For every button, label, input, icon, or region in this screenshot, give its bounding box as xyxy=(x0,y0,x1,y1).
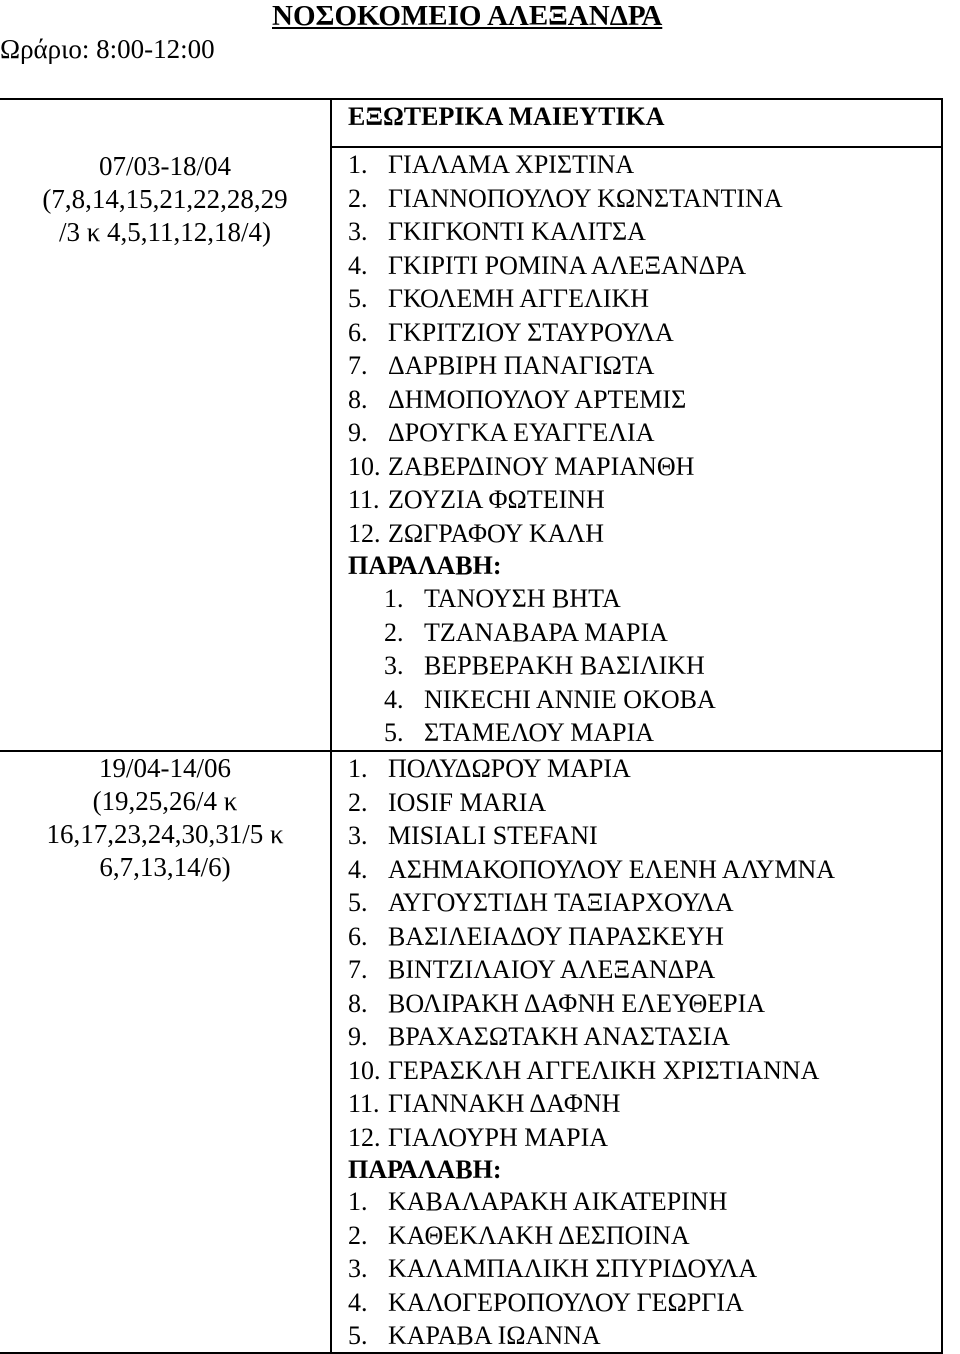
student-name: ΚΑΒΑΛΑΡΑΚΗ ΑΙΚΑΤΕΡΙΝΗ xyxy=(388,1187,728,1216)
student-name: ΔΡΟΥΓΚΑ ΕΥΑΓΓΕΛΙΑ xyxy=(388,418,655,447)
list-number: 4. xyxy=(384,684,404,714)
student-name: ΒΟΛΙΡΑΚΗ ΔΑΦΝΗ ΕΛΕΥΘΕΡΙΑ xyxy=(388,988,765,1018)
list-number: 12. xyxy=(348,518,381,548)
list-number: 8. xyxy=(348,384,368,414)
student-name: ΚΑΛΟΓΕΡΟΠΟΥΛΟΥ ΓΕΩΡΓΙΑ xyxy=(388,1287,744,1317)
list-item xyxy=(348,517,783,551)
list-item xyxy=(348,1020,835,1054)
list-item xyxy=(348,987,835,1021)
list-item xyxy=(348,1054,835,1088)
period1-days-line1: (7,8,14,15,21,22,28,29 xyxy=(42,184,288,214)
list-number: 8. xyxy=(348,988,368,1018)
list-item xyxy=(348,282,783,316)
student-name: ΚΑΡΑΒΑ ΙΩΑΝΝΑ xyxy=(388,1321,601,1350)
list-item xyxy=(348,953,835,987)
list-item xyxy=(348,316,783,350)
student-name: ΓΚΙΡΙΤΙ ΡΟΜΙΝΑ ΑΛΕΞΑΝΔΡΑ xyxy=(388,250,747,280)
column-divider-right xyxy=(941,98,943,1354)
period2-handover-label: ΠΑΡΑΛΑΒΗ: xyxy=(348,1155,502,1184)
list-number: 4. xyxy=(348,854,368,884)
list-item xyxy=(348,349,783,383)
period2-days-line1: (19,25,26/4 κ xyxy=(92,786,238,816)
period2-student-list xyxy=(348,752,835,1154)
period1-days-line2: /3 κ 4,5,11,12,18/4) xyxy=(58,217,272,247)
student-name: ΣΤΑΜΕΛΟΥ ΜΑΡΙΑ xyxy=(424,718,655,747)
list-item xyxy=(384,716,716,750)
list-item xyxy=(348,752,835,786)
period2-dates xyxy=(0,752,330,884)
list-number: 2. xyxy=(348,1220,368,1250)
list-number: 9. xyxy=(348,1022,368,1051)
list-item xyxy=(348,1319,757,1353)
list-number: 6. xyxy=(348,317,368,347)
list-number: 5. xyxy=(348,1321,368,1350)
student-name: ΠΟΛΥΔΩΡΟΥ ΜΑΡΙΑ xyxy=(388,754,631,783)
student-name: ΓΚΙΓΚΟΝΤΙ ΚΑΛΙΤΣΑ xyxy=(388,217,646,246)
list-item xyxy=(348,416,783,450)
period2-date-range: 19/04-14/06 xyxy=(99,753,231,783)
list-item xyxy=(384,649,716,683)
list-number: 3. xyxy=(384,651,404,680)
list-number: 2. xyxy=(348,787,368,817)
list-item xyxy=(348,1252,757,1286)
list-number: 5. xyxy=(384,718,404,747)
list-item xyxy=(348,182,783,216)
list-item xyxy=(348,148,783,182)
list-item xyxy=(348,249,783,283)
period1-date-range: 07/03-18/04 xyxy=(99,151,231,181)
student-name: MISIALI STEFANI xyxy=(388,821,598,850)
list-number: 11. xyxy=(348,485,380,514)
list-item xyxy=(348,1121,835,1155)
student-name: ΒΙΝΤΖΙΛΑΙΟΥ ΑΛΕΞΑΝΔΡΑ xyxy=(388,955,716,984)
list-item xyxy=(348,215,783,249)
student-name: ΖΩΓΡΑΦΟΥ ΚΑΛΗ xyxy=(388,518,605,548)
student-name: ΔΗΜΟΠΟΥΛΟΥ ΑΡΤΕΜΙΣ xyxy=(388,384,687,414)
list-number: 1. xyxy=(384,584,404,613)
period1-handover-list xyxy=(384,582,716,750)
student-name: ΓΚΡΙΤΖΙΟΥ ΣΤΑΥΡΟΥΛΑ xyxy=(388,317,674,347)
list-item xyxy=(348,383,783,417)
list-item xyxy=(348,483,783,517)
list-number: 12. xyxy=(348,1122,381,1152)
list-item xyxy=(348,1286,757,1320)
student-name: ΒΡΑΧΑΣΩΤΑΚΗ ΑΝΑΣΤΑΣΙΑ xyxy=(388,1022,731,1051)
list-number: 2. xyxy=(348,183,368,213)
period1-dates xyxy=(0,150,330,249)
student-name: ΒΕΡΒΕΡΑΚΗ ΒΑΣΙΛΙΚΗ xyxy=(424,651,705,680)
list-item xyxy=(348,1219,757,1253)
list-number: 9. xyxy=(348,418,368,447)
list-number: 11. xyxy=(348,1089,380,1118)
page-title: ΝΟΣΟΚΟΜΕΙΟ ΑΛΕΞΑΝΔΡΑ xyxy=(272,0,663,32)
student-name: ΤΖΑΝΑΒΑΡΑ ΜΑΡΙΑ xyxy=(424,617,668,647)
student-name: ΚΑΘΕΚΛΑΚΗ ΔΕΣΠΟΙΝΑ xyxy=(388,1220,690,1250)
period1-student-list xyxy=(348,148,783,550)
list-item xyxy=(348,450,783,484)
list-item xyxy=(348,819,835,853)
list-number: 10. xyxy=(348,451,381,481)
student-name: NIKECHI ANNIE OKOBA xyxy=(424,684,716,714)
list-number: 5. xyxy=(348,888,368,917)
list-number: 1. xyxy=(348,1187,368,1216)
list-number: 4. xyxy=(348,250,368,280)
list-number: 5. xyxy=(348,284,368,313)
student-name: ΑΥΓΟΥΣΤΙΔΗ ΤΑΞΙΑΡΧΟΥΛΑ xyxy=(388,888,734,917)
student-name: ΚΑΛΑΜΠΑΛΙΚΗ ΣΠΥΡΙΔΟΥΛΑ xyxy=(388,1254,758,1283)
list-number: 10. xyxy=(348,1055,381,1085)
list-number: 3. xyxy=(348,821,368,850)
student-name: ΑΣΗΜΑΚΟΠΟΥΛΟΥ ΕΛΕΝΗ ΑΛΥΜΝΑ xyxy=(388,854,836,884)
student-name: ΔΑΡΒΙΡΗ ΠΑΝΑΓΙΩΤΑ xyxy=(388,351,655,380)
section-title: ΕΞΩΤΕΡΙΚΑ ΜΑΙΕΥΤΙΚΑ xyxy=(348,102,665,131)
list-number: 4. xyxy=(348,1287,368,1317)
list-number: 7. xyxy=(348,351,368,380)
student-name: ΓΙΑΛΑΜΑ ΧΡΙΣΤΙΝΑ xyxy=(388,150,635,179)
student-name: ΤΑΝΟΥΣΗ ΒΗΤΑ xyxy=(424,584,621,613)
period2-handover-list xyxy=(348,1185,757,1353)
period1-handover-label: ΠΑΡΑΛΑΒΗ: xyxy=(348,551,502,580)
list-item xyxy=(348,886,835,920)
list-item xyxy=(384,616,716,650)
list-item xyxy=(384,683,716,717)
student-name: ΖΑΒΕΡΔΙΝΟΥ ΜΑΡΙΑΝΘΗ xyxy=(388,451,695,481)
student-name: ΒΑΣΙΛΕΙΑΔΟΥ ΠΑΡΑΣΚΕΥΗ xyxy=(388,921,724,951)
list-item xyxy=(384,582,716,616)
list-item xyxy=(348,1087,835,1121)
period2-days-line2: 16,17,23,24,30,31/5 κ xyxy=(46,819,284,849)
list-number: 3. xyxy=(348,217,368,246)
list-item xyxy=(348,786,835,820)
student-name: ΓΕΡΑΣΚΛΗ ΑΓΓΕΛΙΚΗ ΧΡΙΣΤΙΑΝΝΑ xyxy=(388,1055,820,1085)
student-name: ΓΙΑΝΝΟΠΟΥΛΟΥ ΚΩΝΣΤΑΝΤΙΝΑ xyxy=(388,183,783,213)
list-number: 7. xyxy=(348,955,368,984)
student-name: ΖΟΥΖΙΑ ΦΩΤΕΙΝΗ xyxy=(388,485,605,514)
list-item xyxy=(348,1185,757,1219)
hours-text: Ωράριο: 8:00-12:00 xyxy=(0,34,215,64)
list-item xyxy=(348,920,835,954)
list-item xyxy=(348,853,835,887)
column-divider-left xyxy=(330,98,332,1354)
student-name: ΓΙΑΝΝΑΚΗ ΔΑΦΝΗ xyxy=(388,1089,621,1118)
period2-days-line3: 6,7,13,14/6) xyxy=(99,852,231,882)
list-number: 3. xyxy=(348,1254,368,1283)
list-number: 2. xyxy=(384,617,404,647)
student-name: ΓΚΟΛΕΜΗ ΑΓΓΕΛΙΚΗ xyxy=(388,284,650,313)
list-number: 6. xyxy=(348,921,368,951)
list-number: 1. xyxy=(348,754,368,783)
student-name: IOSIF MARIA xyxy=(388,787,547,817)
student-name: ΓΙΑΛΟΥΡΗ ΜΑΡΙΑ xyxy=(388,1122,609,1152)
list-number: 1. xyxy=(348,150,368,179)
